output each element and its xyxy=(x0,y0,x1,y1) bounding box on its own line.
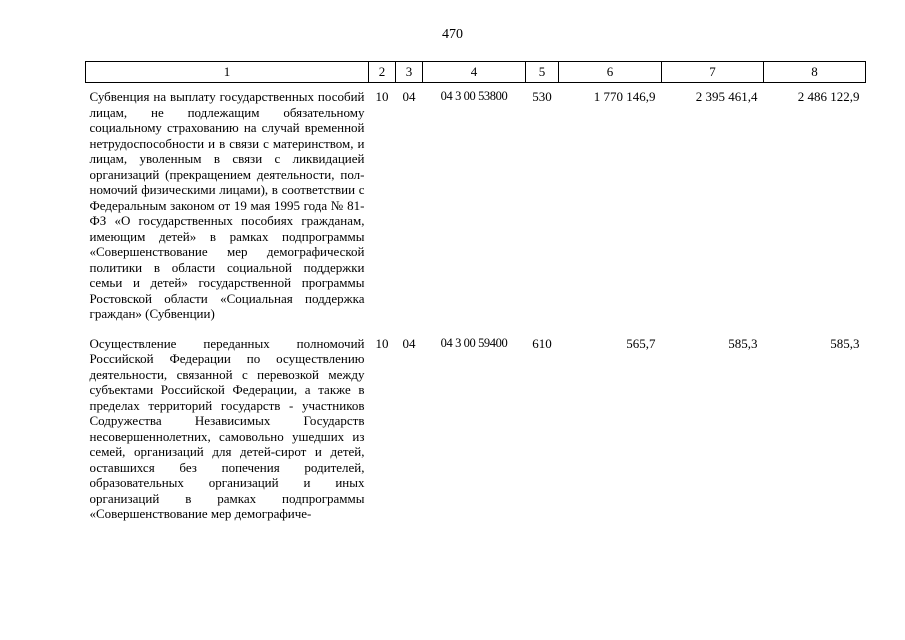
budget-table xyxy=(85,61,866,522)
page-number: 470 xyxy=(442,27,463,42)
header-col-7: 7 xyxy=(662,62,764,83)
row-description: Субвенция на выплату государственных пособий лицам, не подлежащим обязательному социальному страхованию на случай временной нетрудоспособности и в связи с материнством, и лицам, уволенным в связи с ликвидацией организаций (прекращением деятельности, полномочий физическими лицами), в соответствии с Федеральным законом от 19 мая 1995 года № 81-ФЗ «О государственных пособиях гражданам, имеющим детей» в рамках подпрограммы «Совершенствование мер демографической политики в области социальной поддержки семьи и детей» государственной программы Ростовской области «Социальная поддержка граждан» (Субвенции) xyxy=(89,89,365,321)
row-section: 10 xyxy=(375,335,389,351)
row-amount-year-2: 585,3 xyxy=(728,335,758,351)
row-description: Осуществление переданных полномочий Российской Федерации по осуществлению деятельности, связанной с перевозкой между субъектами Российской Федерации, а также в пределах территорий государств - участников Содружества Независимых Государств несовершеннолетних, самовольно ушедших из семей, организаций для детей-сирот и детей, оставшихся без попечения родителей, образовательных организаций и иных организаций в рамках подпрограммы «Совершенствование мер демографиче- xyxy=(89,335,365,521)
row-section: 10 xyxy=(375,89,389,104)
header-col-8: 8 xyxy=(764,62,866,83)
header-col-4: 4 xyxy=(423,62,526,83)
header-col-2: 2 xyxy=(369,62,396,83)
header-col-3: 3 xyxy=(396,62,423,83)
row-subsection: 04 xyxy=(402,89,416,104)
row-amount-year-1: 565,7 xyxy=(626,335,656,351)
row-amount-year-3: 2 486 122,9 xyxy=(797,89,860,104)
row-target-article: 04 3 00 53800 xyxy=(440,89,508,103)
row-expense-type: 610 xyxy=(532,335,552,351)
row-expense-type: 530 xyxy=(532,89,552,104)
row-amount-year-1: 1 770 146,9 xyxy=(593,89,656,104)
header-col-1: 1 xyxy=(86,62,369,83)
table-row xyxy=(86,83,866,322)
table-header-row xyxy=(86,62,866,83)
row-target-article: 04 3 00 59400 xyxy=(440,335,508,350)
header-col-5: 5 xyxy=(526,62,559,83)
table-row xyxy=(86,322,866,522)
row-amount-year-2: 2 395 461,4 xyxy=(695,89,758,104)
row-subsection: 04 xyxy=(402,335,416,351)
header-col-6: 6 xyxy=(559,62,662,83)
row-amount-year-3: 585,3 xyxy=(830,335,860,351)
